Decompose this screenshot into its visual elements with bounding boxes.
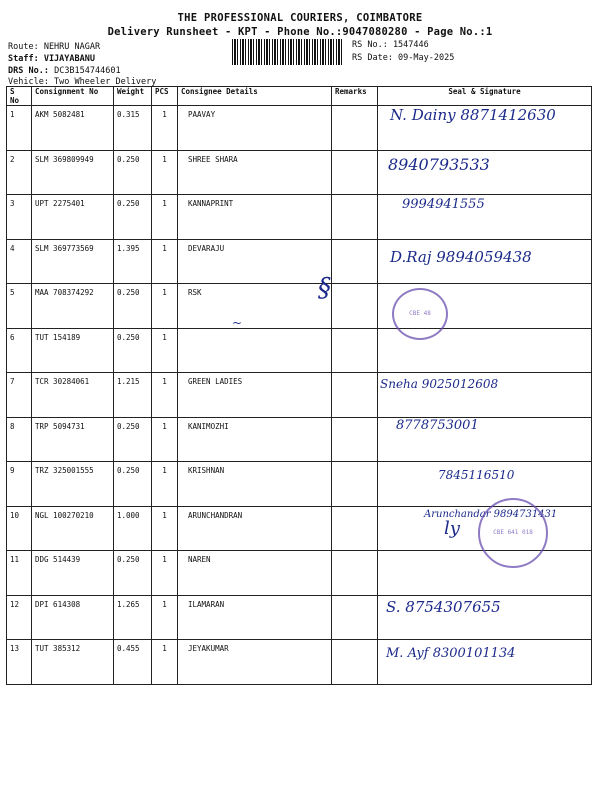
row-signature bbox=[378, 551, 592, 596]
row-weight: 0.250 bbox=[114, 551, 152, 596]
table-row bbox=[7, 284, 592, 329]
vehicle-label: Vehicle: Two Wheeler Delivery bbox=[8, 77, 157, 87]
table-header-row bbox=[7, 87, 592, 106]
table-row bbox=[7, 106, 592, 151]
row-consignment-no: TRZ 325001555 bbox=[32, 462, 114, 507]
row-weight: 0.250 bbox=[114, 417, 152, 462]
handwritten-signature: M. Ayf 8300101134 bbox=[386, 646, 516, 661]
row-consignment-no: MAA 708374292 bbox=[32, 284, 114, 329]
row-consignee: JEYAKUMAR bbox=[178, 640, 332, 685]
row-remarks bbox=[332, 106, 378, 151]
handwritten-signature: N. Dainy 8871412630 bbox=[390, 106, 556, 124]
row-consignee bbox=[178, 328, 332, 373]
col-signature: Seal & Signature bbox=[378, 87, 592, 106]
row-consignee: KANNAPRINT bbox=[178, 195, 332, 240]
table-row bbox=[7, 417, 592, 462]
row-consignment-no: TUT 385312 bbox=[32, 640, 114, 685]
handwritten-signature: Arunchandar 9894731431 bbox=[424, 508, 558, 520]
staff-label: Staff: VIJAYABANU bbox=[8, 54, 95, 64]
handwritten-signature: D.Raj 9894059438 bbox=[390, 247, 532, 266]
row-consignment-no: UPT 2275401 bbox=[32, 195, 114, 240]
row-weight: 0.250 bbox=[114, 284, 152, 329]
col-sno: S No bbox=[7, 87, 32, 106]
row-remarks bbox=[332, 195, 378, 240]
row-remarks bbox=[332, 551, 378, 596]
row-sno: 12 bbox=[7, 595, 32, 640]
row-weight: 0.250 bbox=[114, 150, 152, 195]
row-consignee: GREEN LADIES bbox=[178, 373, 332, 418]
table-row bbox=[7, 640, 592, 685]
col-pcs: PCS bbox=[152, 87, 178, 106]
row-remarks bbox=[332, 239, 378, 284]
row-consignee: DEVARAJU bbox=[178, 239, 332, 284]
row-consignment-no: TCR 30284061 bbox=[32, 373, 114, 418]
handwritten-signature: 8940793533 bbox=[388, 154, 490, 174]
row-signature bbox=[378, 373, 592, 418]
row-pcs: 1 bbox=[152, 150, 178, 195]
row-pcs: 1 bbox=[152, 506, 178, 551]
handwritten-signature: 9994941555 bbox=[402, 197, 485, 212]
row-pcs: 1 bbox=[152, 373, 178, 418]
row-pcs: 1 bbox=[152, 106, 178, 151]
row-consignment-no: DDG 514439 bbox=[32, 551, 114, 596]
row-weight: 0.250 bbox=[114, 462, 152, 507]
row-signature bbox=[378, 195, 592, 240]
row-weight: 1.215 bbox=[114, 373, 152, 418]
handwritten-signature: 7845116510 bbox=[438, 468, 515, 482]
table-row bbox=[7, 195, 592, 240]
row-sno: 5 bbox=[7, 284, 32, 329]
row-remarks bbox=[332, 373, 378, 418]
row-weight: 1.000 bbox=[114, 506, 152, 551]
row-consignee: PAAVAY bbox=[178, 106, 332, 151]
table-row bbox=[7, 595, 592, 640]
row-signature bbox=[378, 417, 592, 462]
row-pcs: 1 bbox=[152, 284, 178, 329]
row-pcs: 1 bbox=[152, 551, 178, 596]
row-pcs: 1 bbox=[152, 195, 178, 240]
handwritten-mark: ~ bbox=[232, 316, 243, 330]
table-row bbox=[7, 328, 592, 373]
row-sno: 1 bbox=[7, 106, 32, 151]
barcode bbox=[232, 39, 344, 65]
col-weight: Weight bbox=[114, 87, 152, 106]
row-sno: 9 bbox=[7, 462, 32, 507]
handwritten-mark: § bbox=[318, 273, 331, 303]
row-sno: 13 bbox=[7, 640, 32, 685]
runsheet-title: THE PROFESSIONAL COURIERS, COIMBATORE bbox=[177, 12, 423, 24]
row-consignee: KANIMOZHI bbox=[178, 417, 332, 462]
row-consignment-no: NGL 100270210 bbox=[32, 506, 114, 551]
col-consignee: Consignee Details bbox=[178, 87, 332, 106]
row-sno: 11 bbox=[7, 551, 32, 596]
row-consignment-no: TRP 5094731 bbox=[32, 417, 114, 462]
row-sno: 7 bbox=[7, 373, 32, 418]
row-consignment-no: DPI 614308 bbox=[32, 595, 114, 640]
row-remarks bbox=[332, 595, 378, 640]
row-consignment-no: SLM 369773569 bbox=[32, 239, 114, 284]
col-consignment: Consignment No bbox=[32, 87, 114, 106]
row-consignment-no: TUT 154189 bbox=[32, 328, 114, 373]
row-signature bbox=[378, 595, 592, 640]
row-weight: 0.455 bbox=[114, 640, 152, 685]
row-signature bbox=[378, 462, 592, 507]
row-pcs: 1 bbox=[152, 595, 178, 640]
row-signature bbox=[378, 106, 592, 151]
row-weight: 1.265 bbox=[114, 595, 152, 640]
row-sno: 10 bbox=[7, 506, 32, 551]
row-sno: 4 bbox=[7, 239, 32, 284]
row-pcs: 1 bbox=[152, 239, 178, 284]
row-consignee: KRISHNAN bbox=[178, 462, 332, 507]
drs-value: DC3B154744601 bbox=[54, 66, 121, 76]
row-weight: 0.250 bbox=[114, 328, 152, 373]
row-pcs: 1 bbox=[152, 640, 178, 685]
table-row bbox=[7, 373, 592, 418]
row-remarks bbox=[332, 150, 378, 195]
row-consignee: RSK bbox=[178, 284, 332, 329]
row-signature bbox=[378, 239, 592, 284]
row-signature bbox=[378, 640, 592, 685]
row-remarks bbox=[332, 284, 378, 329]
row-sno: 6 bbox=[7, 328, 32, 373]
row-consignee: ARUNCHANDRAN bbox=[178, 506, 332, 551]
row-sno: 8 bbox=[7, 417, 32, 462]
handwritten-signature: 8778753001 bbox=[396, 417, 479, 433]
delivery-stamp: CBE 641 018 bbox=[478, 498, 548, 568]
drs-label: DRS No.: bbox=[8, 66, 49, 76]
row-consignee: NAREN bbox=[178, 551, 332, 596]
delivery-stamp: CBE 48 bbox=[392, 288, 448, 340]
row-signature bbox=[378, 150, 592, 195]
row-weight: 1.395 bbox=[114, 239, 152, 284]
row-remarks bbox=[332, 640, 378, 685]
rs-number: RS No.: 1547446 bbox=[352, 40, 429, 50]
row-pcs: 1 bbox=[152, 328, 178, 373]
row-consignment-no: SLM 369809949 bbox=[32, 150, 114, 195]
handwritten-signature: S. 8754307655 bbox=[386, 597, 501, 616]
row-remarks bbox=[332, 462, 378, 507]
runsheet-subtitle: Delivery Runsheet - KPT - Phone No.:9047080280 - Page No.:1 bbox=[107, 26, 493, 38]
row-weight: 0.315 bbox=[114, 106, 152, 151]
handwritten-signature: Sneha 9025012608 bbox=[380, 377, 499, 391]
row-remarks bbox=[332, 328, 378, 373]
rs-date: RS Date: 09-May-2025 bbox=[352, 53, 455, 63]
handwritten-mark: ly bbox=[444, 518, 460, 539]
row-remarks bbox=[332, 417, 378, 462]
row-sno: 3 bbox=[7, 195, 32, 240]
row-pcs: 1 bbox=[152, 417, 178, 462]
row-consignment-no: AKM 5082481 bbox=[32, 106, 114, 151]
row-remarks bbox=[332, 506, 378, 551]
row-sno: 2 bbox=[7, 150, 32, 195]
row-weight: 0.250 bbox=[114, 195, 152, 240]
drs-row bbox=[8, 66, 121, 76]
row-consignee: ILAMARAN bbox=[178, 595, 332, 640]
row-pcs: 1 bbox=[152, 462, 178, 507]
table-row bbox=[7, 150, 592, 195]
col-remarks: Remarks bbox=[332, 87, 378, 106]
table-row bbox=[7, 239, 592, 284]
route-label: Route: NEHRU NAGAR bbox=[8, 42, 101, 52]
row-consignee: SHREE SHARA bbox=[178, 150, 332, 195]
runsheet-table bbox=[6, 86, 592, 685]
